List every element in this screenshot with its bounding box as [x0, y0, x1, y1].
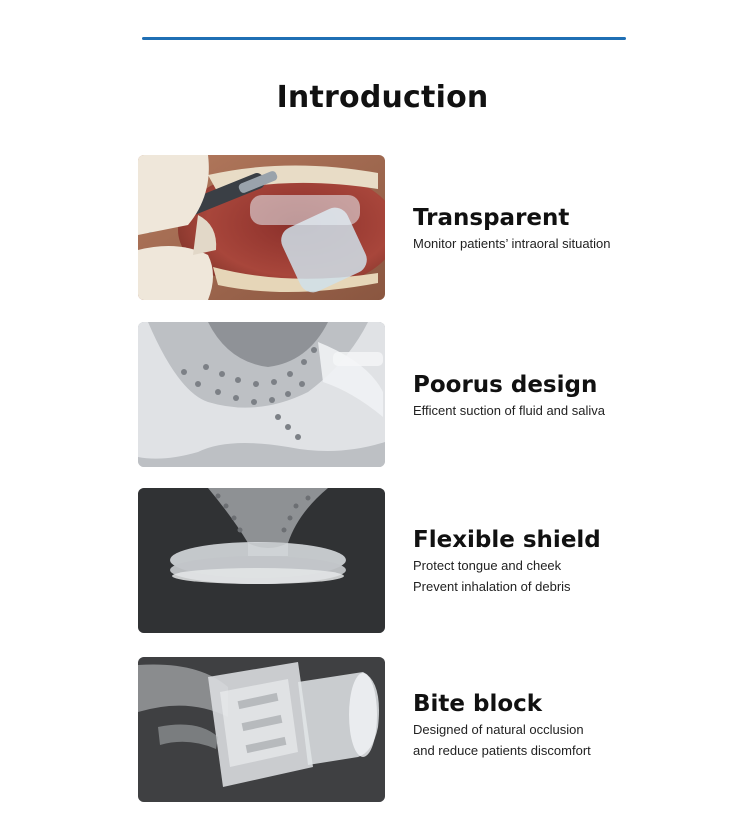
flexible-shield-on-dark-cloth-photo — [138, 488, 385, 633]
feature-description-line-2: and reduce patients discomfort — [413, 743, 591, 758]
feature-description-line-1: Designed of natural occlusion — [413, 722, 584, 737]
mouth-with-dental-instrument-photo — [138, 155, 385, 300]
feature-transparent — [138, 155, 618, 300]
feature-poorus-design — [138, 322, 618, 467]
feature-text — [413, 370, 628, 421]
feature-bite-block — [138, 657, 618, 802]
page-title: Introduction — [276, 80, 489, 115]
feature-description: Efficent suction of fluid and saliva — [413, 403, 605, 418]
feature-description-line-2: Prevent inhalation of debris — [413, 579, 571, 594]
feature-text — [413, 689, 628, 761]
feature-description: Monitor patients’ intraoral situation — [413, 236, 611, 251]
top-accent-rule — [142, 37, 626, 40]
feature-description-line-1: Protect tongue and cheek — [413, 558, 562, 573]
feature-title: Transparent — [413, 205, 570, 231]
feature-flexible-shield — [138, 488, 618, 633]
feature-title: Bite block — [413, 691, 543, 717]
feature-text — [413, 525, 628, 597]
bite-block-connector-photo — [138, 657, 385, 802]
perforated-transparent-mouthpiece-photo — [138, 322, 385, 467]
feature-title: Flexible shield — [413, 527, 601, 553]
feature-title: Poorus design — [413, 372, 598, 398]
feature-text — [413, 203, 628, 254]
